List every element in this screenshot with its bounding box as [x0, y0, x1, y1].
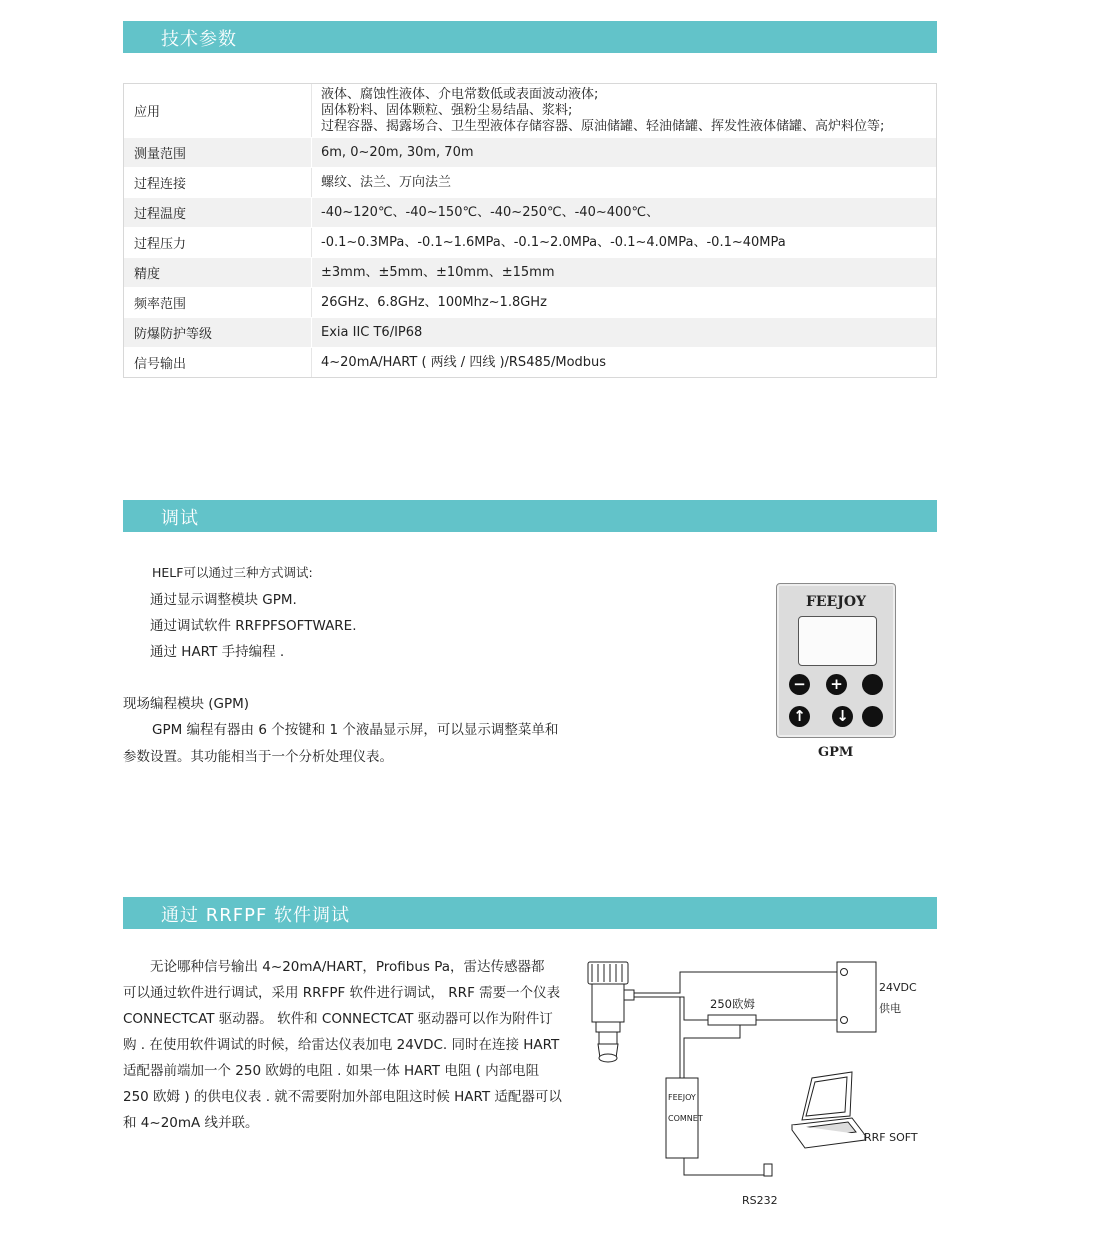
- spec-row: [124, 318, 936, 348]
- software-desc-line: 购 . 在使用软件调试的时候，给雷达仪表加电 24VDC. 同时在连接 HART: [123, 1037, 560, 1053]
- gpm-up-button: ↑: [789, 706, 810, 727]
- spec-row: [124, 198, 936, 228]
- gpm-desc-line2: 参数设置。其功能相当于一个分析处理仪表。: [123, 749, 393, 765]
- terminal-plus-icon: [841, 969, 848, 976]
- spec-value-line: 螺纹、法兰、万向法兰: [321, 174, 452, 190]
- resistor-icon: [708, 1015, 756, 1025]
- gpm-plus-button: +: [826, 674, 847, 695]
- debug-section-title: 调试: [161, 508, 199, 529]
- gpm-module-illustration: [776, 583, 896, 738]
- spec-value-line: 4~20mA/HART ( 两线 / 四线 )/RS485/Modbus: [321, 354, 607, 370]
- gpm-down-button: ↓: [832, 706, 853, 727]
- software-desc-line: 250 欧姆 ) 的供电仪表 . 就不需要附加外部电阻这时候 HART 适配器可以: [123, 1089, 562, 1105]
- spec-value-line: ±3mm、±5mm、±10mm、±15mm: [321, 264, 555, 280]
- software-desc-line: 无论哪种信号输出 4~20mA/HART，Profibus Pa，雷达传感器都: [150, 959, 545, 975]
- spec-row: [124, 84, 936, 138]
- rs232-label: RS232: [742, 1194, 778, 1207]
- gpm-minus-button: −: [789, 674, 810, 695]
- adapter-label-model: COMNET: [668, 1114, 703, 1123]
- spec-value: [312, 138, 936, 167]
- power-label-supply: 供电: [879, 1002, 901, 1015]
- software-label: RRF SOFT: [864, 1131, 918, 1144]
- spec-key: 频率范围: [124, 288, 312, 317]
- gpm-enter-button: [862, 674, 883, 695]
- spec-value-line: 固体粉料、固体颗粒、强粉尘易结晶、浆料;: [321, 102, 573, 118]
- spec-value: [312, 258, 936, 287]
- spec-key: 过程压力: [124, 228, 312, 257]
- gpm-lcd-screen: [798, 616, 877, 666]
- spec-value: [312, 348, 936, 377]
- spec-row: [124, 348, 936, 377]
- software-section-title: 通过 RRFPF 软件调试: [161, 905, 351, 926]
- spec-key: 应用: [124, 84, 312, 137]
- spec-row: [124, 138, 936, 168]
- connection-diagram: [580, 950, 940, 1215]
- radar-sensor-icon: [588, 962, 634, 1062]
- spec-key: 测量范围: [124, 138, 312, 167]
- spec-key: 过程温度: [124, 198, 312, 227]
- spec-row: [124, 228, 936, 258]
- software-desc-line: 适配器前端加一个 250 欧姆的电阻 . 如果一体 HART 电阻 ( 内部电阻: [123, 1063, 540, 1079]
- specs-section-bar: [123, 21, 937, 53]
- gpm-brand: FEEJOY: [805, 594, 867, 610]
- resistor-label: 250欧姆: [710, 997, 755, 1011]
- spec-key: 过程连接: [124, 168, 312, 197]
- software-description: [123, 954, 563, 1136]
- spec-key: 精度: [124, 258, 312, 287]
- gpm-heading: 现场编程模块 (GPM): [123, 696, 250, 712]
- spec-value-line: 6m, 0~20m, 30m, 70m: [321, 144, 474, 160]
- spec-value: [312, 168, 936, 197]
- debug-intro: HELF可以通过三种方式调试:: [152, 565, 313, 580]
- terminal-minus-icon: [841, 1017, 848, 1024]
- software-desc-line: 和 4~20mA 线并联。: [123, 1115, 259, 1131]
- spec-row: [124, 288, 936, 318]
- spec-value-line: 过程容器、揭露场合、卫生型液体存储容器、原油储罐、轻油储罐、挥发性液体储罐、高炉料位等;: [321, 118, 885, 134]
- spec-value: [312, 84, 936, 137]
- spec-value: [312, 318, 936, 347]
- spec-table: [123, 83, 937, 378]
- power-label-voltage: 24VDC: [879, 981, 917, 994]
- spec-value-line: 液体、腐蚀性液体、介电常数低或表面波动液体;: [321, 86, 599, 102]
- spec-value-line: 26GHz、6.8GHz、100Mhz~1.8GHz: [321, 294, 547, 310]
- gpm-desc-line1: GPM 编程有器由 6 个按键和 1 个液晶显示屏，可以显示调整菜单和: [152, 722, 559, 738]
- gpm-caption: GPM: [818, 745, 854, 760]
- software-desc-line: CONNECTCAT 驱动器。 软件和 CONNECTCAT 驱动器可以作为附件订: [123, 1011, 553, 1027]
- spec-value-line: -0.1~0.3MPa、-0.1~1.6MPa、-0.1~2.0MPa、-0.1~4.0MPa、-0.1~40MPa: [321, 234, 786, 250]
- software-desc-line: 可以通过软件进行调试，采用 RRFPF 软件进行调试， RRF 需要一个仪表: [123, 985, 561, 1001]
- spec-value: [312, 288, 936, 317]
- spec-key: 信号输出: [124, 348, 312, 377]
- spec-value: [312, 198, 936, 227]
- debug-method-2: 通过调试软件 RRFPFSOFTWARE.: [150, 618, 357, 634]
- specs-section-title: 技术参数: [161, 29, 237, 50]
- gpm-esc-button: [862, 706, 883, 727]
- spec-value-line: Exia IIC T6/IP68: [321, 324, 423, 340]
- adapter-label-brand: FEEJOY: [668, 1093, 696, 1102]
- spec-key: 防爆防护等级: [124, 318, 312, 347]
- software-section-bar: [123, 897, 937, 929]
- spec-row: [124, 168, 936, 198]
- rs232-plug-icon: [764, 1164, 772, 1176]
- laptop-icon: [792, 1072, 865, 1148]
- debug-method-1: 通过显示调整模块 GPM.: [150, 592, 297, 608]
- spec-value: [312, 228, 936, 257]
- spec-value-line: -40~120℃、-40~150℃、-40~250℃、-40~400℃、: [321, 204, 660, 220]
- debug-section-bar: [123, 500, 937, 532]
- spec-row: [124, 258, 936, 288]
- debug-method-3: 通过 HART 手持编程 .: [150, 644, 285, 660]
